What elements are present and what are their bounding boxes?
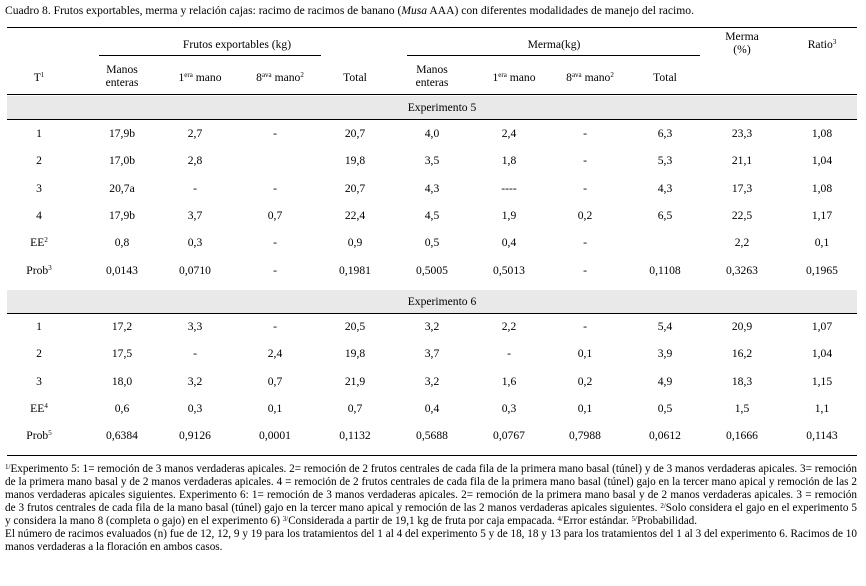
table-cell-fo: 0,7	[267, 209, 283, 222]
table-cell-fm: 17,9b	[108, 127, 136, 140]
table-cell-fo: 2,4	[267, 347, 283, 360]
table-cell-fm: 0,6384	[106, 429, 138, 442]
header-frutos-primera: $1^{era}$ mano	[178, 71, 222, 84]
header-merma-manos: Manos enteras	[415, 63, 449, 89]
table-cell-t: 2	[36, 154, 42, 167]
header-t: $T^1$	[33, 71, 45, 84]
table-cell-pct: 21,1	[731, 154, 753, 167]
table-cell-ratio: 0,1	[814, 236, 830, 249]
table-cell-ratio: 1,04	[811, 154, 833, 167]
table-cell-fp: 2,8	[187, 154, 203, 167]
table-cell-mt: 3,9	[657, 347, 673, 360]
table-cell-mp: 2,2	[501, 320, 517, 333]
table-cell-mt: 0,5	[657, 402, 673, 415]
table-cell-pct: 0,1666	[726, 429, 758, 442]
table-cell-ratio: 1,1	[814, 402, 830, 415]
table-cell-fm: 17,9b	[108, 209, 136, 222]
table-cell-mo: -	[583, 264, 587, 277]
table-cell-ft: 21,9	[344, 375, 366, 388]
table-cell-t: 3	[36, 375, 42, 388]
table-cell-t: Prob$^5$	[26, 429, 52, 442]
table-cell-t: 2	[36, 347, 42, 360]
table-cell-fm: 0,8	[114, 236, 130, 249]
table-cell-mp: 0,0767	[493, 429, 525, 442]
table-cell-mt: 6,5	[657, 209, 673, 222]
table-cell-ft: 20,7	[344, 182, 366, 195]
table-cell-mp: ----	[501, 182, 517, 195]
header-merma-octava: $8^{ava}$ mano$^2$	[566, 71, 614, 84]
table-cell-t: Prob$^3$	[26, 264, 52, 277]
table-cell-mp: 1,9	[501, 209, 517, 222]
table-cell-mp: 0,5013	[493, 264, 525, 277]
table-cell-mo: 0,1	[577, 347, 593, 360]
table-cell-fo: -	[273, 236, 277, 249]
table-cell-pct: 20,9	[731, 320, 753, 333]
table-cell-mo: -	[583, 236, 587, 249]
header-merma-total: Total	[653, 71, 677, 84]
table-cell-fp: -	[193, 347, 197, 360]
table-cell-mo: 0,2	[577, 209, 593, 222]
table-cell-ft: 0,7	[347, 402, 363, 415]
table-cell-t: $EE^4$	[30, 402, 48, 415]
table-cell-ratio: 1,07	[811, 320, 833, 333]
table-cell-mo: -	[583, 127, 587, 140]
table-cell-mo: -	[583, 154, 587, 167]
table-cell-pct: 0,3263	[726, 264, 758, 277]
table-cell-mm: 0,5005	[416, 264, 448, 277]
rule-frutos-group	[99, 55, 321, 56]
experiment-label: Experimento 6	[407, 295, 477, 308]
table-cell-t: 1	[36, 127, 42, 140]
table-cell-ft: 20,7	[344, 127, 366, 140]
header-merma-primera: $1^{era}$ mano	[492, 71, 536, 84]
table-cell-fo: 0,1	[267, 402, 283, 415]
table-cell-mm: 3,2	[424, 320, 440, 333]
table-cell-t: $EE^2$	[30, 236, 48, 249]
table-cell-fp: 0,0710	[179, 264, 211, 277]
table-cell-fo: -	[273, 182, 277, 195]
table-cell-fo: -	[273, 127, 277, 140]
rule-bottom	[7, 455, 857, 456]
table-cell-mo: -	[583, 320, 587, 333]
table-cell-fo: 0,0001	[259, 429, 291, 442]
footnote-sample-size: El número de racimos evaluados (n) fue de 12, 12, 9 y 19 para los tratamientos del 1 al 4 del experimento 5 y de 18, 18 y 13 para los tratamientos del 1 al 3 del experimento 6. Racimos de 10 manos verdaderas a la floración en ambos casos.	[5, 528, 857, 553]
table-cell-mm: 0,4	[424, 402, 440, 415]
table-cell-mm: 4,5	[424, 209, 440, 222]
rule-header-bottom	[7, 94, 857, 95]
table-cell-pct: 22,5	[731, 209, 753, 222]
table-cell-mt: 4,9	[657, 375, 673, 388]
rule-merma-group	[407, 55, 700, 56]
table-cell-mm: 0,5688	[416, 429, 448, 442]
table-cell-mm: 4,3	[424, 182, 440, 195]
table-cell-pct: 23,3	[731, 127, 753, 140]
caption-italic: Musa	[401, 4, 428, 17]
table-cell-fm: 20,7a	[109, 182, 135, 195]
table-cell-mo: -	[583, 182, 587, 195]
header-frutos-total: Total	[343, 71, 367, 84]
table-cell-pct: 1,5	[734, 402, 750, 415]
table-cell-ratio: 1,15	[811, 375, 833, 388]
table-cell-mt: 0,1108	[649, 264, 681, 277]
table-cell-mp: 2,4	[501, 127, 517, 140]
header-merma-group: Merma(kg)	[527, 38, 581, 51]
table-cell-ratio: 1,17	[811, 209, 833, 222]
table-cell-ft: 19,8	[344, 347, 366, 360]
rule-experiment	[7, 119, 857, 120]
table-cell-fm: 17,2	[111, 320, 133, 333]
table-cell-mt: 4,3	[657, 182, 673, 195]
table-cell-mp: 0,3	[501, 402, 517, 415]
table-cell-fm: 18,0	[111, 375, 133, 388]
rule-experiment	[7, 313, 857, 314]
table-cell-pct: 18,3	[731, 375, 753, 388]
table-cell-mm: 0,5	[424, 236, 440, 249]
table-cell-fm: 0,0143	[106, 264, 138, 277]
experiment-label: Experimento 5	[407, 101, 477, 114]
table-cell-mm: 3,5	[424, 154, 440, 167]
table-cell-mp: 0,4	[501, 236, 517, 249]
table-cell-fp: 3,2	[187, 375, 203, 388]
table-cell-mp: 1,8	[501, 154, 517, 167]
table-cell-fm: 0,6	[114, 402, 130, 415]
table-cell-ft: 0,1981	[339, 264, 371, 277]
table-cell-fo: -	[273, 264, 277, 277]
table-footnotes	[5, 463, 857, 554]
table-cell-mp: -	[507, 347, 511, 360]
rule-top	[7, 27, 857, 28]
table-cell-fp: 0,9126	[179, 429, 211, 442]
table-cell-fp: -	[193, 182, 197, 195]
table-cell-t: 3	[36, 182, 42, 195]
table-cell-pct: 16,2	[731, 347, 753, 360]
table-cell-mo: 0,1	[577, 402, 593, 415]
table-cell-fo: -	[273, 320, 277, 333]
table-cell-ratio: 1,08	[811, 182, 833, 195]
table-cell-fm: 17,0b	[108, 154, 136, 167]
table-cell-fp: 3,7	[187, 209, 203, 222]
table-cell-ratio: 1,04	[811, 347, 833, 360]
table-cell-mt: 5,3	[657, 154, 673, 167]
table-cell-fp: 2,7	[187, 127, 203, 140]
table-cell-ft: 0,1132	[339, 429, 371, 442]
table-cell-mo: 0,2	[577, 375, 593, 388]
table-cell-mt: 6,3	[657, 127, 673, 140]
table-cell-ratio: 1,08	[811, 127, 833, 140]
table-cell-fo: 0,7	[267, 375, 283, 388]
table-cell-pct: 2,2	[734, 236, 750, 249]
footnote-paragraph: $^{1/}$Experimento 5: 1= remoción de 3 manos verdaderas apicales. 2= remoción de 2 frutos centrales de cada fila de la primera mano basal (túnel) y de 3 manos verdaderas apicales. 3= remoción de la primera mano basal y de 2 manos verdaderas apicales. 4 = remoción de 2 frutos centrales de cada fila de la primera mano basal (túnel) gajo en la tercer mano apical y remoción de las 2 manos verdaderas apicales siguientes. Experimento 6: 1= remoción de 3 manos verdaderas apicales. 2= remoción de la primera mano basal y de 2 manos verdaderas apicales. 3 = remoción de 3 frutos centrales de cada fila de la mano basal (túnel) gajo en la tercer mano apical y remoción de las 2 manos verdaderas apicales siguientes. $^{2/}$Solo considera el gajo en el experimento 5 y considera la mano 8 (completa o gajo) en el experimento 6) $^{3/}$Considerada a partir de 19,1 kg de fruta por caja empacada. $^{4/}$Error estándar. $^{5/}$Probabilidad.	[5, 463, 857, 527]
table-cell-pct: 17,3	[731, 182, 753, 195]
table-cell-fp: 3,3	[187, 320, 203, 333]
table-cell-t: 4	[36, 209, 42, 222]
header-frutos-octava: $8^{ava}$ mano$^2$	[256, 71, 304, 84]
table-cell-mp: 1,6	[501, 375, 517, 388]
table-cell-mt: 5,4	[657, 320, 673, 333]
table-cell-fp: 0,3	[187, 402, 203, 415]
header-merma-pct: Merma (%)	[725, 30, 759, 56]
table-cell-ratio: 0,1965	[806, 264, 838, 277]
table-cell-mo: 0,7988	[569, 429, 601, 442]
table-cell-t: 1	[36, 320, 42, 333]
table-cell-fp: 0,3	[187, 236, 203, 249]
table-cell-mm: 3,7	[424, 347, 440, 360]
table-cell-mt: 0,0612	[649, 429, 681, 442]
table-cell-ft: 22,4	[344, 209, 366, 222]
header-frutos-manos: Manos enteras	[105, 63, 139, 89]
table-cell-ft: 0,9	[347, 236, 363, 249]
table-cell-ft: 20,5	[344, 320, 366, 333]
header-frutos-group: Frutos exportables (kg)	[182, 38, 292, 51]
table-cell-ratio: 0,1143	[806, 429, 838, 442]
table-cell-fm: 17,5	[111, 347, 133, 360]
table-cell-ft: 19,8	[344, 154, 366, 167]
table-caption: Cuadro 8. Frutos exportables, merma y relación cajas: racimo de racimos de banano (Musa AAA) con diferentes modalidades de manejo del racimo.	[5, 4, 694, 17]
table-cell-mm: 4,0	[424, 127, 440, 140]
header-ratio: Ratio$^3$	[807, 38, 837, 51]
table-cell-mm: 3,2	[424, 375, 440, 388]
